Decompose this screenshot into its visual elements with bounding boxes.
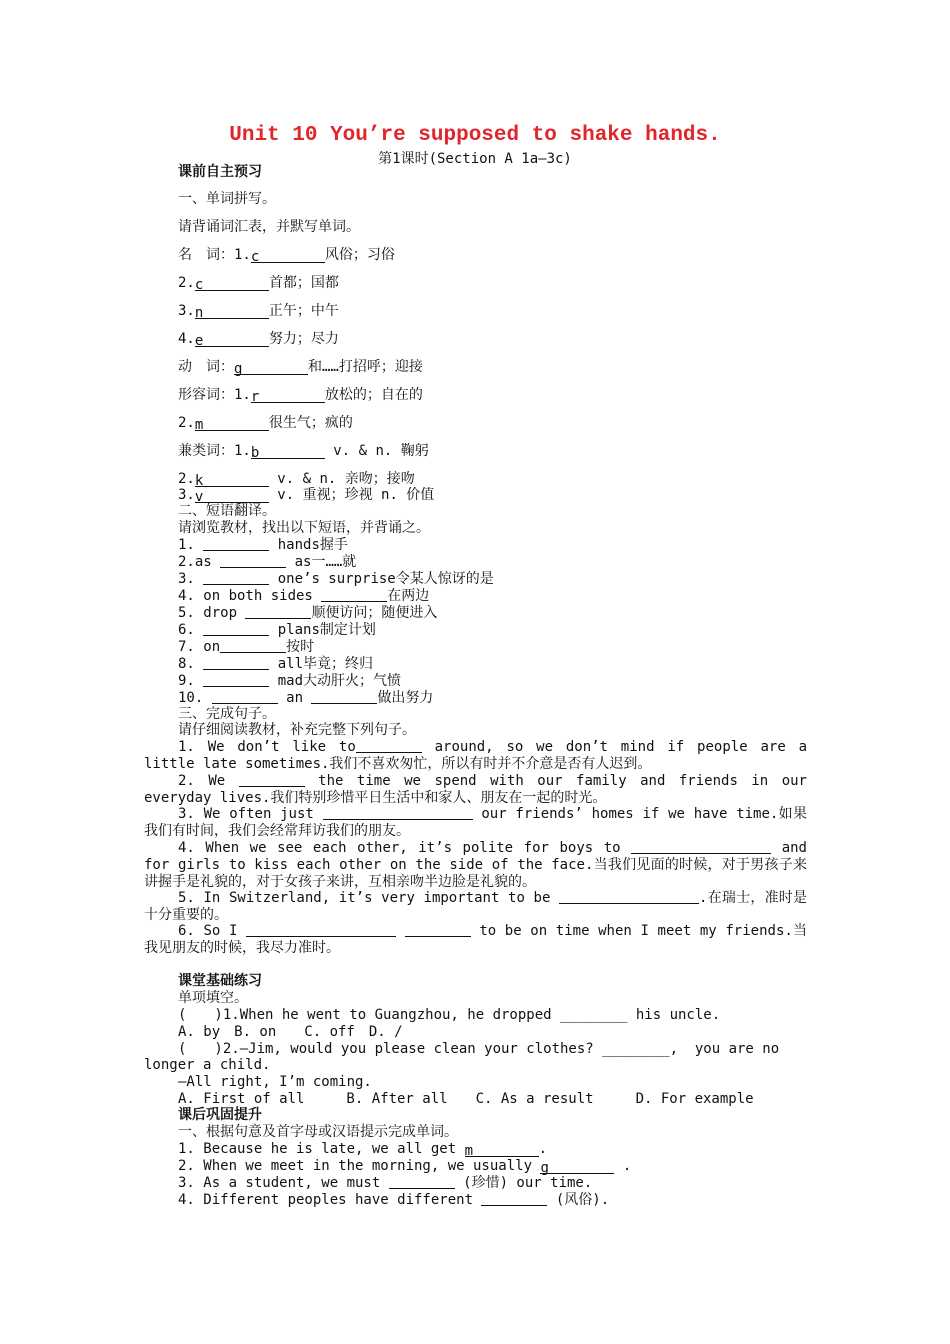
question-1-options: A. by B. on C. off D. /: [178, 1024, 403, 1040]
word-blank[interactable]: c: [251, 249, 325, 263]
homework-instruction: 一、根据句意及首字母或汉语提示完成单词。: [178, 1124, 458, 1140]
phrase-blank[interactable]: [203, 622, 269, 636]
word-blank[interactable]: c: [195, 277, 269, 291]
question-2: ( )2.—Jim, would you please clean your clothes? ________, you are no: [178, 1041, 780, 1057]
question-2-options: A. First of all B. After all C. As a result D. For example: [178, 1091, 754, 1107]
sentence-blank[interactable]: [405, 923, 471, 937]
part1-instruction: 请背诵词汇表，并默写单词。: [178, 219, 360, 235]
phrase-item: 8. all毕竟；终归: [178, 656, 374, 672]
phrase-item: 7. on 按时: [178, 639, 315, 655]
phrase-blank[interactable]: [203, 673, 269, 687]
homework-blank[interactable]: [389, 1175, 455, 1189]
phrase-blank[interactable]: [203, 656, 269, 670]
section-heading-homework: 课后巩固提升: [178, 1107, 262, 1123]
sentence-item: 6. So I to be on time when I meet my friends.当我见朋友的时候，我尽力准时。: [144, 923, 807, 956]
homework-blank[interactable]: [481, 1192, 547, 1206]
word-blank[interactable]: k: [195, 473, 269, 487]
word-item: 3.n 正午；中午: [178, 303, 339, 321]
phrase-blank[interactable]: [220, 639, 286, 653]
part2-instruction: 请浏览教材，找出以下短语，并背诵之。: [178, 520, 430, 536]
sentence-item: 2. We the time we spend with our family and friends in our everyday lives.我们特别珍惜平日生活中和家人、朋友在一起的时光。: [144, 773, 807, 806]
homework-item: 4. Different peoples have different (风俗).: [178, 1192, 610, 1208]
phrase-item: 10. an 做出努力: [178, 690, 434, 706]
sentence-item: 5. In Switzerland, it’s very important to be .在瑞士，准时是十分重要的。: [144, 890, 807, 923]
sentence-item: 1. We don’t like to around, so we don’t mind if people are a little late sometimes.我们不喜欢匆忙，所以有时并不介意是否有人迟到。: [144, 739, 808, 772]
sentence-blank[interactable]: [559, 890, 699, 904]
unit-title: Unit 10 You’re supposed to shake hands.: [229, 124, 721, 147]
phrase-item: 9. mad大动肝火；气愤: [178, 673, 402, 689]
section-heading-preview: 课前自主预习: [178, 164, 262, 180]
phrase-blank[interactable]: [311, 690, 377, 704]
phrase-blank[interactable]: [245, 605, 311, 619]
word-item: 2.k v. & n. 亲吻；接吻: [178, 471, 415, 489]
part3-title: 三、完成句子。: [178, 706, 276, 722]
word-item: 3.v v. 重视；珍视 n. 价值: [178, 487, 435, 505]
word-blank[interactable]: v: [195, 489, 269, 503]
word-blank[interactable]: r: [251, 389, 325, 403]
part2-title: 二、短语翻译。: [178, 503, 276, 519]
word-blank[interactable]: e: [195, 333, 269, 347]
sentence-blank[interactable]: [631, 840, 771, 854]
section-heading-classwork: 课堂基础练习: [178, 973, 262, 989]
word-item: 动 词：g 和……打招呼；迎接: [178, 359, 423, 377]
phrase-item: 3. one’s surprise令某人惊讶的是: [178, 571, 494, 587]
phrase-item: 5. drop 顺便访问；随便进入: [178, 605, 438, 621]
phrase-item: 6. plans制定计划: [178, 622, 376, 638]
phrase-blank[interactable]: [220, 554, 286, 568]
sentence-item: 3. We often just our friends’ homes if we have time.如果我们有时间，我们会经常拜访我们的朋友。: [144, 806, 807, 839]
phrase-item: 2.as as一……就: [178, 554, 357, 570]
word-item: 兼类词：1.b v. & n. 鞠躬: [178, 443, 429, 461]
phrase-blank[interactable]: [203, 571, 269, 585]
question-1: ( )1.When he went to Guangzhou, he dropped ________ his uncle.: [178, 1007, 721, 1023]
sentence-blank[interactable]: [239, 773, 305, 787]
part1-title: 一、单词拼写。: [178, 191, 276, 207]
word-item: 4.e 努力；尽力: [178, 331, 339, 349]
word-blank[interactable]: m: [195, 417, 269, 431]
classwork-instruction: 单项填空。: [178, 990, 248, 1006]
sentence-blank[interactable]: [323, 806, 473, 820]
phrase-blank[interactable]: [321, 588, 387, 602]
word-blank[interactable]: b: [251, 445, 325, 459]
phrase-blank[interactable]: [212, 690, 278, 704]
question-2-reply: —All right, I’m coming.: [178, 1074, 372, 1090]
sentence-blank[interactable]: [246, 923, 396, 937]
homework-blank[interactable]: g: [540, 1160, 614, 1174]
question-2-continued: longer a child.: [144, 1057, 271, 1073]
phrase-item: 4. on both sides 在两边: [178, 588, 430, 604]
word-item: 形容词：1.r 放松的；自在的: [178, 387, 423, 405]
part3-instruction: 请仔细阅读教材，补充完整下列句子。: [178, 722, 416, 738]
word-item: 2.c 首都；国都: [178, 275, 339, 293]
homework-item: 3. As a student, we must (珍惜) our time.: [178, 1175, 593, 1191]
lesson-subtitle: 第1课时(Section A 1a—3c): [378, 151, 572, 167]
sentence-blank[interactable]: [356, 739, 422, 753]
phrase-item: 1. hands握手: [178, 537, 348, 553]
word-item: 2.m 很生气；疯的: [178, 415, 353, 433]
sentence-item: 4. When we see each other, it’s polite for boys to and for girls to kiss each other on the side of the face.当我们见面的时候，对于男孩子来讲握手是礼貌的，对于女孩子来讲，互相亲吻半边脸是礼貌的。: [144, 840, 807, 890]
word-blank[interactable]: g: [234, 361, 308, 375]
word-blank[interactable]: n: [195, 305, 269, 319]
homework-item: 1. Because he is late, we all get m .: [178, 1141, 548, 1159]
homework-blank[interactable]: m: [465, 1143, 539, 1157]
phrase-blank[interactable]: [203, 537, 269, 551]
homework-item: 2. When we meet in the morning, we usually g .: [178, 1158, 632, 1176]
word-item: 名 词：1.c 风俗；习俗: [178, 247, 395, 265]
